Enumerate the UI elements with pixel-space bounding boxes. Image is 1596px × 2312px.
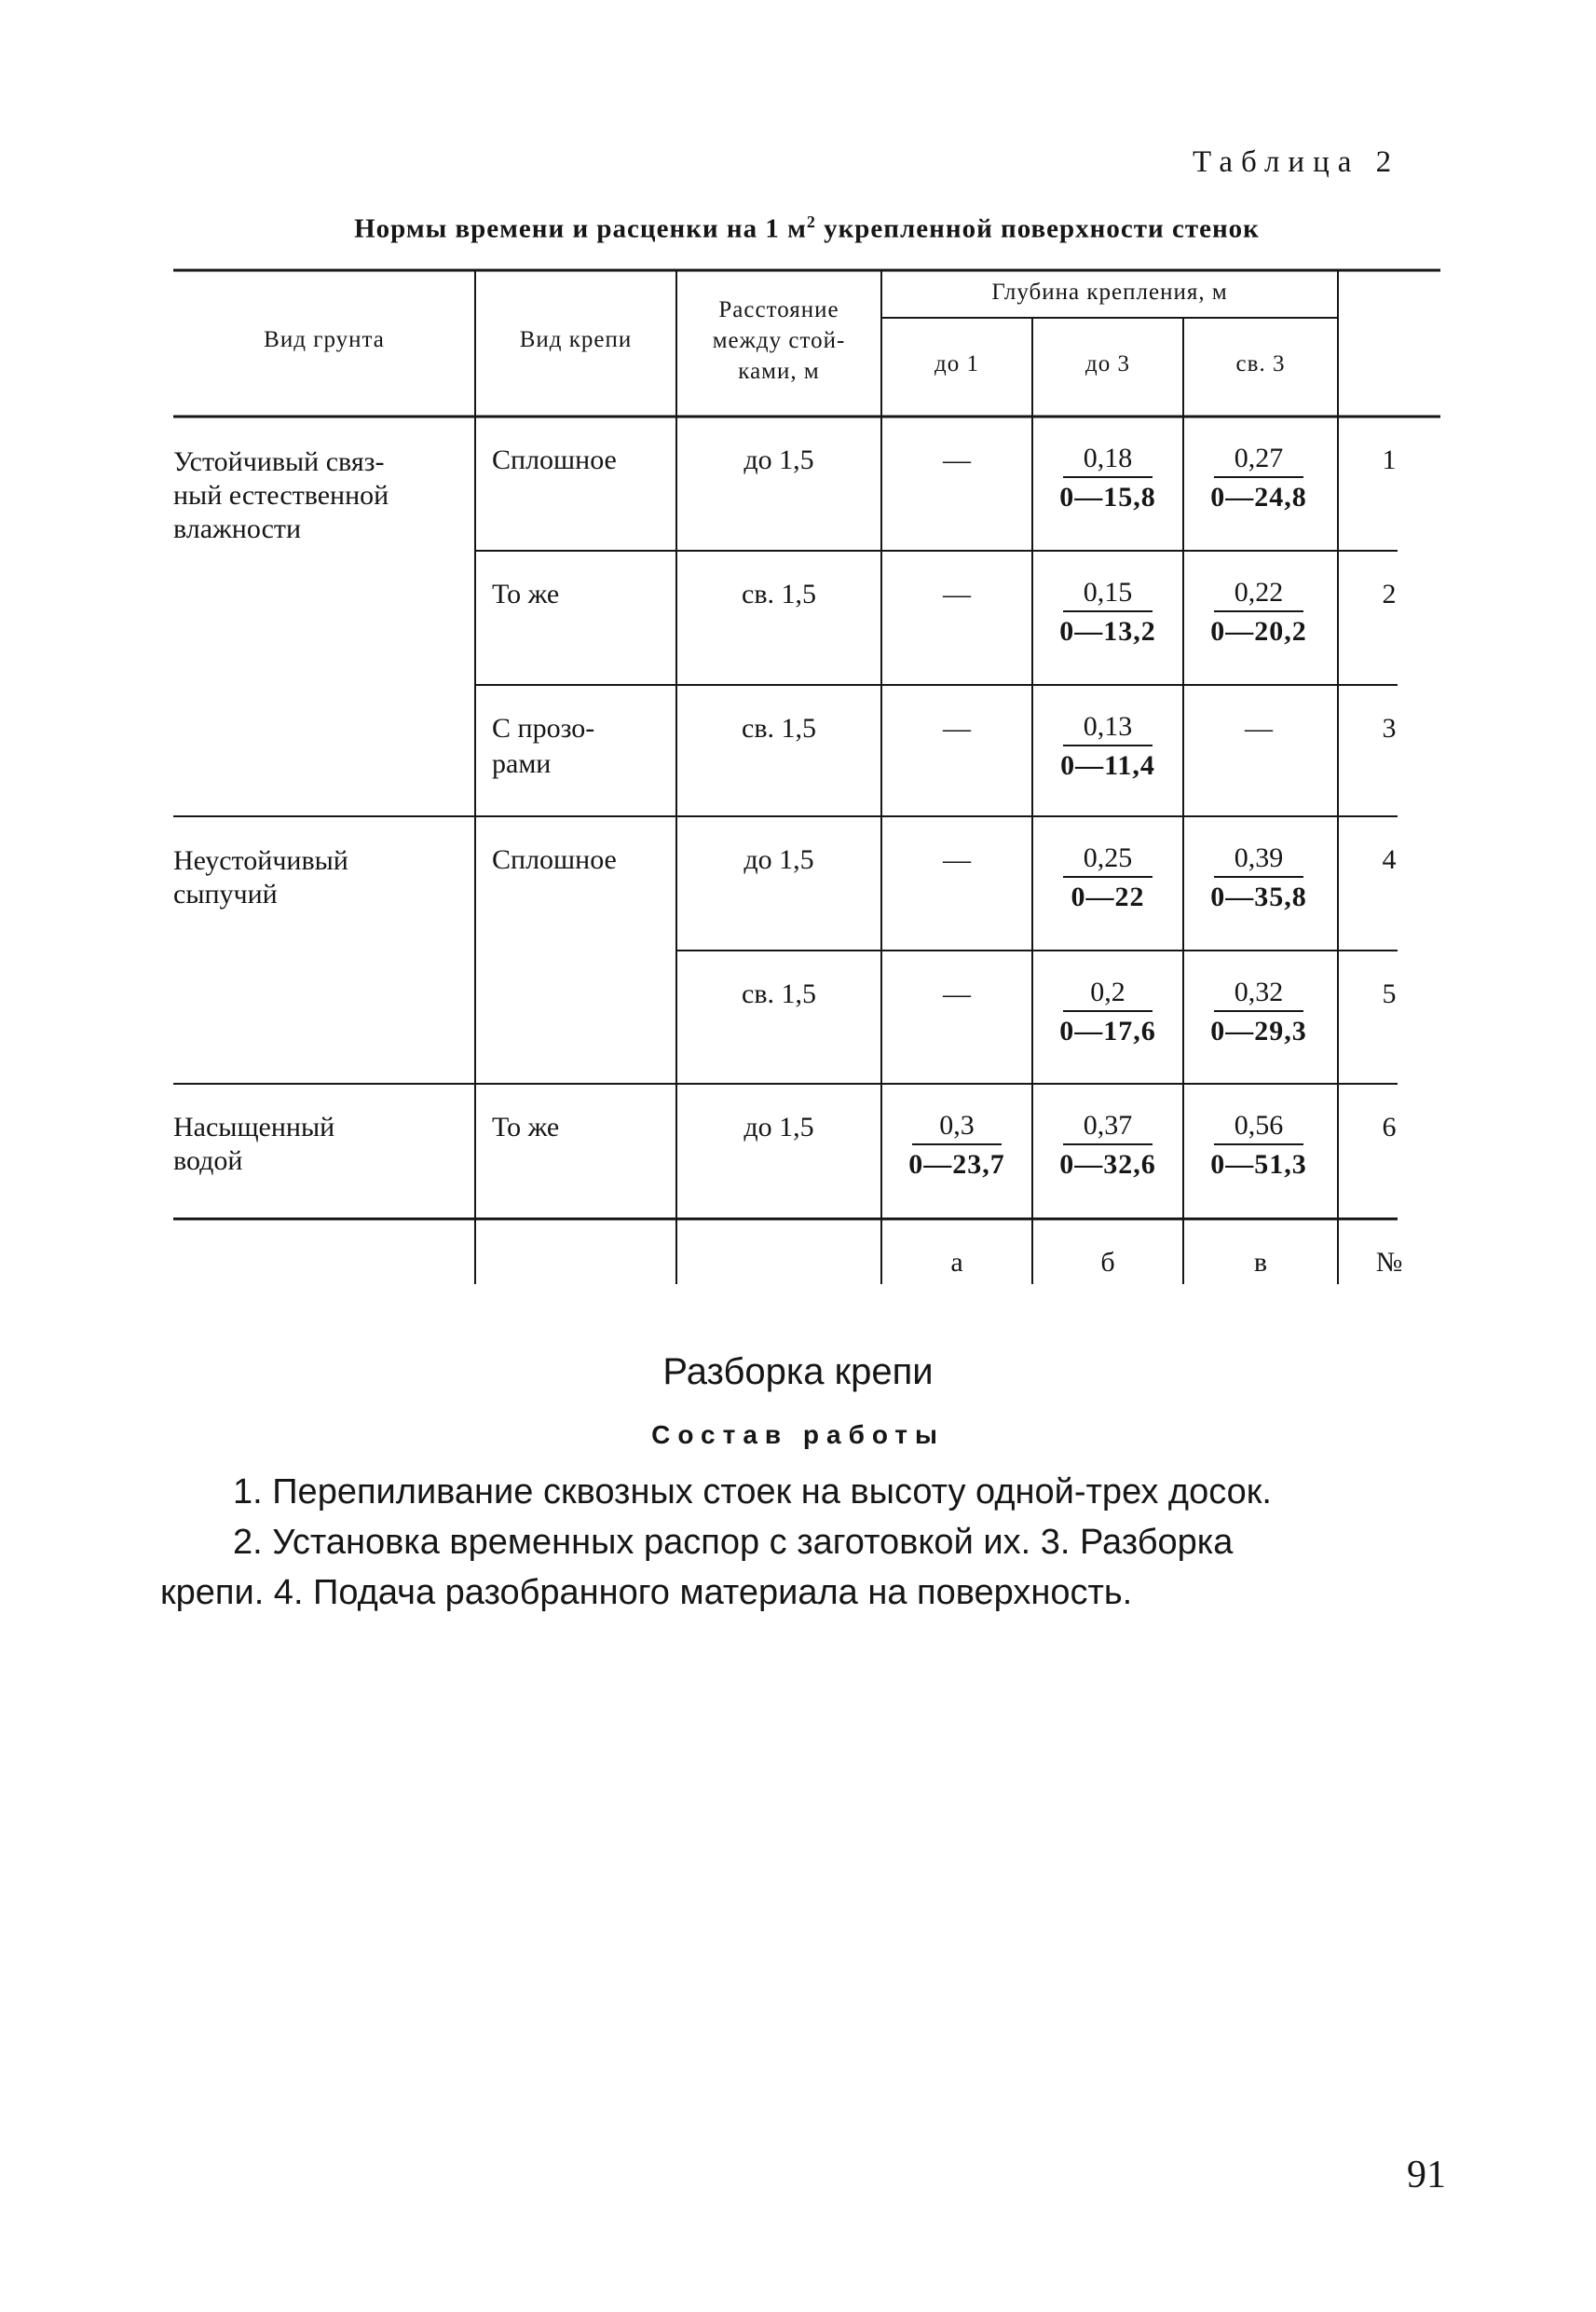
time-norm-value: 0,3 [939,1110,975,1141]
spacing-cell: св. 1,5 [742,579,816,609]
depth-a-rate [887,1110,1027,1181]
support-type-cell [492,711,594,782]
rate-value: 0—13,2 [1059,616,1156,647]
soil-group-unstable [173,844,348,911]
footer-col-c: в [1253,1247,1268,1278]
time-norm-value: 0,27 [1234,443,1284,473]
table-title-end: укрепленной поверхности стенок [815,213,1260,244]
section-subtitle: Состав работы [651,1420,945,1449]
time-norm-value: 0,13 [1083,711,1133,742]
rate-value: 0—17,6 [1059,1016,1156,1047]
rate-value: 0—15,8 [1059,482,1156,513]
header-spacing [676,294,881,387]
time-norm-value: 0,56 [1234,1110,1284,1141]
rate-value: 0—24,8 [1210,482,1307,513]
soil-group-line: ный естественной [173,480,389,511]
rate-value: 0—23,7 [908,1149,1005,1180]
spacing-cell: до 1,5 [743,1112,814,1142]
support-type-line: То же [492,1112,560,1142]
depth-b-rate [1038,711,1178,782]
time-norm-value: 0,37 [1083,1110,1133,1141]
fraction-line [1063,1010,1153,1012]
depth-a-empty: — [943,844,971,875]
header-spacing-line-1: Расстояние [718,297,839,322]
row-number: 4 [1382,844,1397,875]
fraction-line [1214,876,1303,878]
header-spacing-line-2: между стой- [712,328,846,353]
fraction-line [1063,1143,1153,1145]
rate-value: 0—22 [1071,882,1145,912]
soil-group-line: Насыщенный [173,1112,335,1142]
page-number: 91 [1407,2154,1446,2196]
support-type-cell [492,577,559,612]
depth-b-rate [1038,577,1178,648]
row-number: 3 [1382,713,1397,744]
soil-group-line: Устойчивый связ- [173,446,385,477]
work-step-line-2: 2. Установка временных распор с заготовкой их. 3. Разборка [233,1523,1234,1562]
depth-b-rate [1038,1110,1178,1181]
spacing-cell: св. 1,5 [742,713,816,744]
fraction-line [912,1143,1002,1145]
header-spacing-line-3: ками, м [738,359,820,384]
support-type-cell [492,443,617,478]
rate-value: 0—51,3 [1210,1149,1307,1180]
depth-a-empty: — [943,978,971,1009]
depth-c-rate [1189,443,1329,513]
row-number: 2 [1382,579,1397,609]
support-type-line: Сплошное [492,844,617,875]
fraction-line [1214,610,1303,612]
fraction-line [1214,1143,1303,1145]
rate-value: 0—20,2 [1210,616,1307,647]
spacing-cell: до 1,5 [743,844,814,875]
depth-c-rate [1189,977,1329,1047]
spacing-cell: св. 1,5 [742,978,816,1009]
fraction-line [1214,476,1303,478]
fraction-line [1063,745,1153,746]
header-depth-a: до 1 [934,351,979,376]
depth-b-rate [1038,443,1178,513]
soil-group-line: сыпучий [173,879,278,910]
time-norm-value: 0,2 [1090,977,1125,1007]
time-norm-value: 0,32 [1234,977,1284,1007]
rate-value: 0—29,3 [1210,1016,1307,1047]
fraction-line [1063,476,1153,478]
support-type-line: Сплошное [492,445,617,475]
depth-c-empty: — [1245,713,1273,744]
soil-group-line: Неустойчивый [173,845,348,876]
support-type-line: То же [492,579,560,609]
soil-group-stable [173,445,389,546]
work-step-line-3: крепи. 4. Подача разобранного материала на поверхность. [160,1573,1133,1612]
header-soil-type: Вид грунта [264,327,385,352]
footer-col-a: а [950,1247,963,1278]
depth-c-rate [1189,842,1329,913]
header-support-type: Вид крепи [519,327,633,352]
header-depth-b: до 3 [1085,351,1130,376]
work-step-line-1: 1. Перепиливание сквозных стоек на высоту одной-трех досок. [233,1472,1272,1512]
time-norm-value: 0,39 [1234,842,1284,873]
support-type-line: рами [492,748,552,779]
support-type-cell [492,1110,559,1145]
depth-a-empty: — [943,713,971,744]
soil-group-saturated [173,1111,334,1178]
fraction-line [1063,876,1153,878]
header-depth-group: Глубина крепления, м [991,280,1228,305]
depth-b-rate [1038,842,1178,913]
row-number: 6 [1382,1112,1397,1142]
depth-a-empty: — [943,579,971,609]
rate-value: 0—11,4 [1060,750,1155,781]
fraction-line [1214,1010,1303,1012]
rate-value: 0—35,8 [1210,882,1307,912]
soil-group-line: водой [173,1145,243,1176]
row-number: 1 [1382,445,1397,475]
table-label: Таблица 2 [1193,145,1400,179]
support-type-line: С прозо- [492,713,595,744]
header-depth-c: св. 3 [1235,351,1286,376]
time-norm-value: 0,22 [1234,577,1284,608]
table-title-start: Нормы времени и расценки на 1 м [354,213,807,244]
time-norm-value: 0,18 [1083,443,1133,473]
depth-c-rate [1189,577,1329,648]
depth-c-rate [1189,1110,1329,1181]
row-number: 5 [1382,978,1397,1009]
depth-b-rate [1038,977,1178,1047]
time-norm-value: 0,25 [1083,842,1133,873]
support-type-cell [492,842,617,878]
depth-a-empty: — [943,445,971,475]
footer-col-b: б [1100,1247,1115,1278]
footer-col-number: № [1375,1247,1403,1278]
table-title-superscript: 2 [806,212,816,231]
spacing-cell: до 1,5 [743,445,814,475]
section-title: Разборка крепи [662,1351,934,1392]
time-norm-value: 0,15 [1083,577,1133,608]
soil-group-line: влажности [173,513,302,544]
fraction-line [1063,610,1153,612]
rate-value: 0—32,6 [1059,1149,1156,1180]
